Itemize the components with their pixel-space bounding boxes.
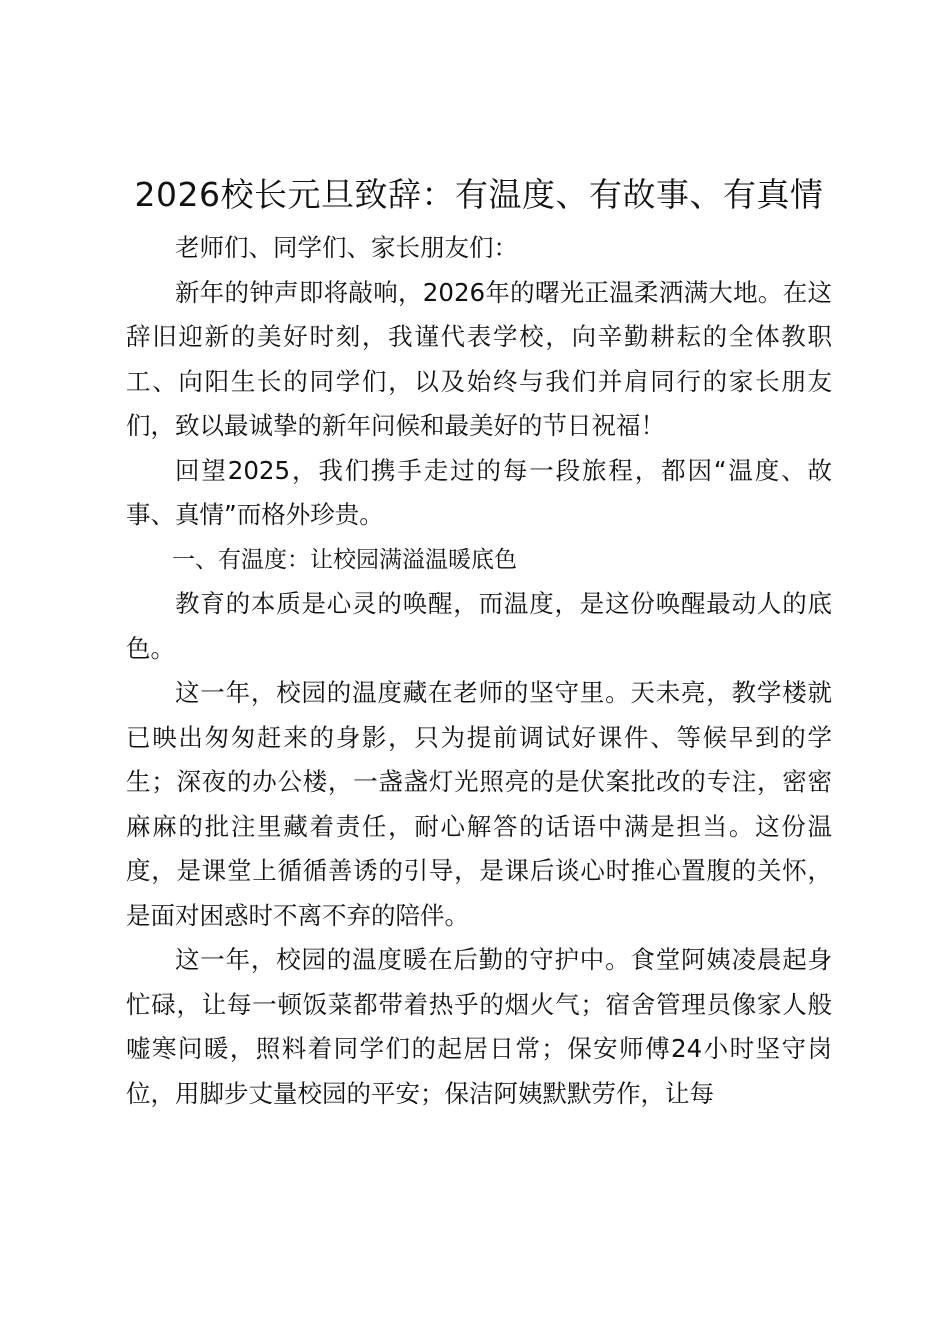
paragraph-teachers-dedication: 这一年，校园的温度藏在老师的坚守里。天未亮，教学楼就已映出匆匆赶来的身影，只为提前调试好课件、等候早到的学生；深夜的办公楼，一盏盏灯光照亮的是伏案批改的专注，密密麻麻的批注里藏着责任，耐心解答的话语中满是担当。这份温度，是课堂上循循善诱的引导，是课后谈心时推心置腹的关怀，是面对困惑时不离不弃的陪伴。 — [126, 678, 832, 930]
section-heading-warmth: 一、有温度：让校园满溢温暖底色 — [172, 546, 517, 573]
paragraph-logistics-care: 这一年，校园的温度暖在后勤的守护中。食堂阿姨凌晨起身忙碌，让每一顿饭菜都带着热乎的烟火气；宿舍管理员像家人般嘘寒问暖，照料着同学们的起居日常；保安师傅24小时坚守岗位，用脚步丈量校园的平安；保洁阿姨默默劳作，让每 — [126, 945, 832, 1108]
salutation: 老师们、同学们、家长朋友们： — [175, 233, 518, 262]
paragraph-review-2025: 回望2025，我们携手走过的每一段旅程，都因“温度、故事、真情”而格外珍贵。 — [126, 455, 832, 529]
paragraph-new-year-greeting: 新年的钟声即将敲响，2026年的曙光正温柔洒满大地。在这辞旧迎新的美好时刻，我谨代表学校，向辛勤耕耘的全体教职工、向阳生长的同学们，以及始终与我们并肩同行的家长朋友们，致以最诚挚的新年问候和最美好的节日祝福！ — [126, 277, 832, 440]
paragraph-education-essence: 教育的本质是心灵的唤醒，而温度，是这份唤醒最动人的底色。 — [126, 589, 832, 663]
document-title: 2026校长元旦致辞：有温度、有故事、有真情 — [134, 175, 824, 214]
document-page — [126, 172, 832, 1116]
